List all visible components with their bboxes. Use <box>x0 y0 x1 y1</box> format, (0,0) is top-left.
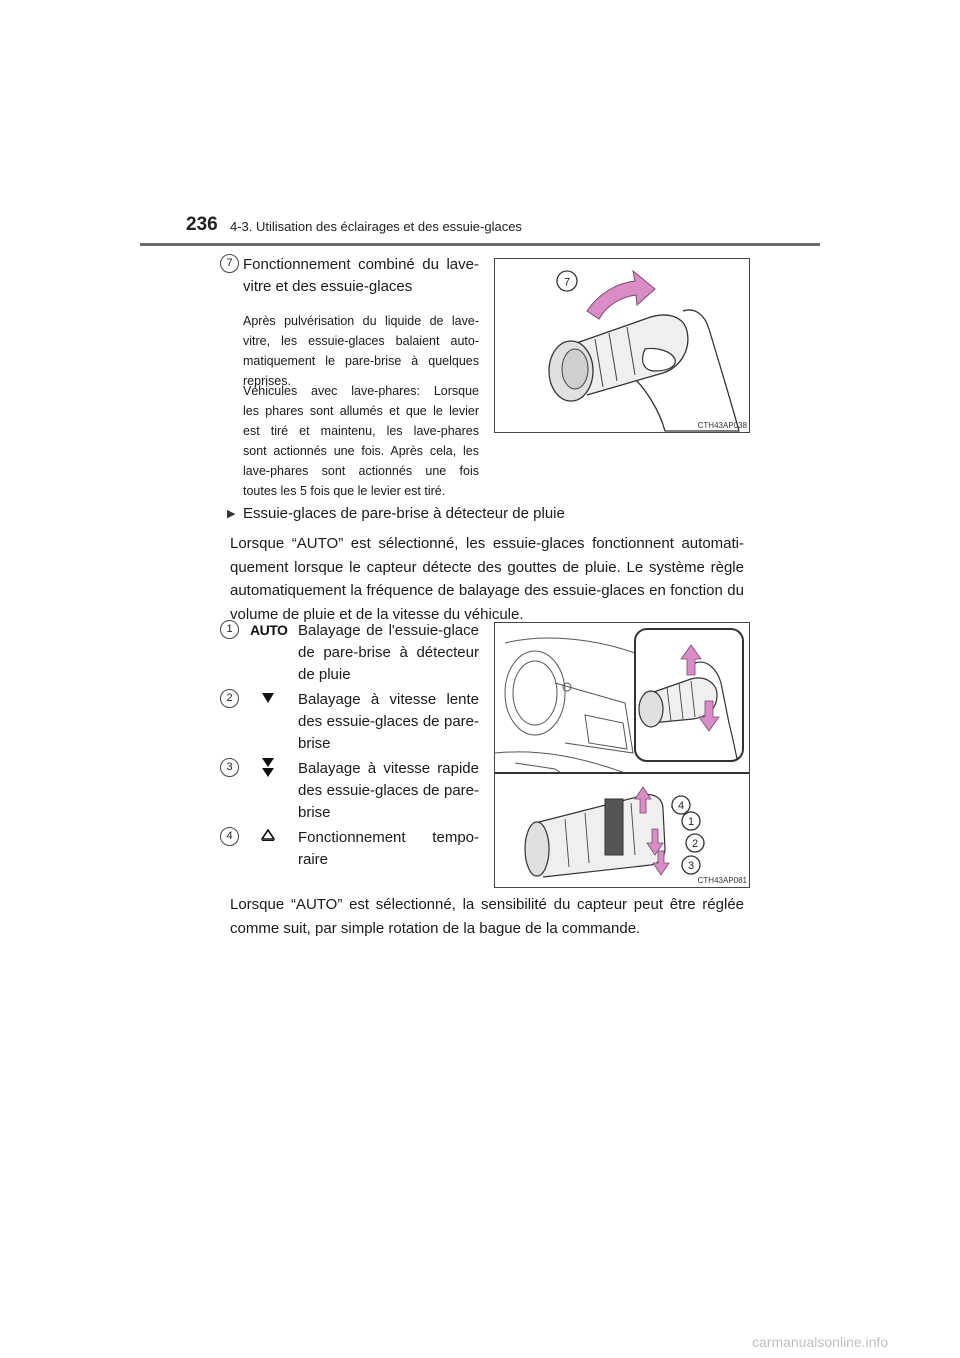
figure2-callout-2: 2 <box>691 838 699 850</box>
watermark: carmanualsonline.info <box>752 1334 889 1350</box>
double-triangle-down-icon <box>261 757 275 779</box>
header-rule <box>140 243 820 246</box>
item7-title: Fonctionnement combiné du lave- vitre et des essuie-glaces <box>243 256 479 295</box>
mode-marker-1: 1 <box>220 620 239 639</box>
mode-4-description: Fonctionnement tempo- raire <box>298 829 479 868</box>
figure2-callout-3: 3 <box>687 860 695 872</box>
figure2-callout-4: 4 <box>677 800 685 812</box>
wiper-lever-pull-figure <box>494 258 750 433</box>
item7-paragraph-1: Après pulvérisation du liquide de lave- vitre, les essuie-glaces balaient auto- matiquement le pare-brise à quelques reprises. <box>243 314 479 388</box>
mode-marker-3: 3 <box>220 758 239 777</box>
figure2-callout-1: 1 <box>687 816 695 828</box>
mode-3-description: Balayage à vitesse rapide des essuie-glaces de pare- brise <box>298 760 479 821</box>
rain-sensor-illustration <box>495 623 749 887</box>
rain-sensor-outro: Lorsque “AUTO” est sélectionné, la sensibilité du capteur peut être réglée comme suit, par simple rotation de la bague de la commande. <box>230 896 744 937</box>
wiper-lever-pull-illustration <box>495 259 749 432</box>
figure2-code: CTH43AP081 <box>697 876 747 885</box>
triangle-bullet-icon: ▶ <box>227 508 236 520</box>
auto-symbol: AUTO <box>250 622 288 638</box>
rain-sensor-intro: Lorsque “AUTO” est sélectionné, les essuie-glaces fonctionnent automati- quement lorsque le capteur détecte des gouttes de pluie. Le système règle automatiquement la fréquence de balayage des essuie-glaces en fonction du volume de pluie et de la vitesse du véhicule. <box>230 535 744 623</box>
single-triangle-down-icon <box>261 692 275 704</box>
mode-marker-2: 2 <box>220 689 239 708</box>
mode-1-description: Balayage de l'essuie-glace de pare-brise à détecteur de pluie <box>298 622 479 683</box>
item7-paragraph-2: Véhicules avec lave-phares: Lorsque les phares sont allumés et que le levier est tiré et maintenu, les lave-phares sont actionnés une fois. Après cela, les lave-phares sont actionnés une fois toutes les 5 fois que le levier est tiré. <box>243 384 479 498</box>
item-marker-7: 7 <box>220 254 239 273</box>
rain-sensor-lever-figure <box>494 622 750 888</box>
figure1-callout-7: 7 <box>563 276 571 289</box>
mode-marker-4: 4 <box>220 827 239 846</box>
page-number: 236 <box>186 214 218 235</box>
rain-sensor-heading: Essuie-glaces de pare-brise à détecteur de pluie <box>243 505 565 522</box>
figure1-code: CTH43AP038 <box>697 421 747 430</box>
triangle-up-outline-icon <box>261 829 275 841</box>
mode-2-description: Balayage à vitesse lente des essuie-glaces de pare- brise <box>298 691 479 752</box>
section-title: 4-3. Utilisation des éclairages et des essuie-glaces <box>230 219 522 234</box>
